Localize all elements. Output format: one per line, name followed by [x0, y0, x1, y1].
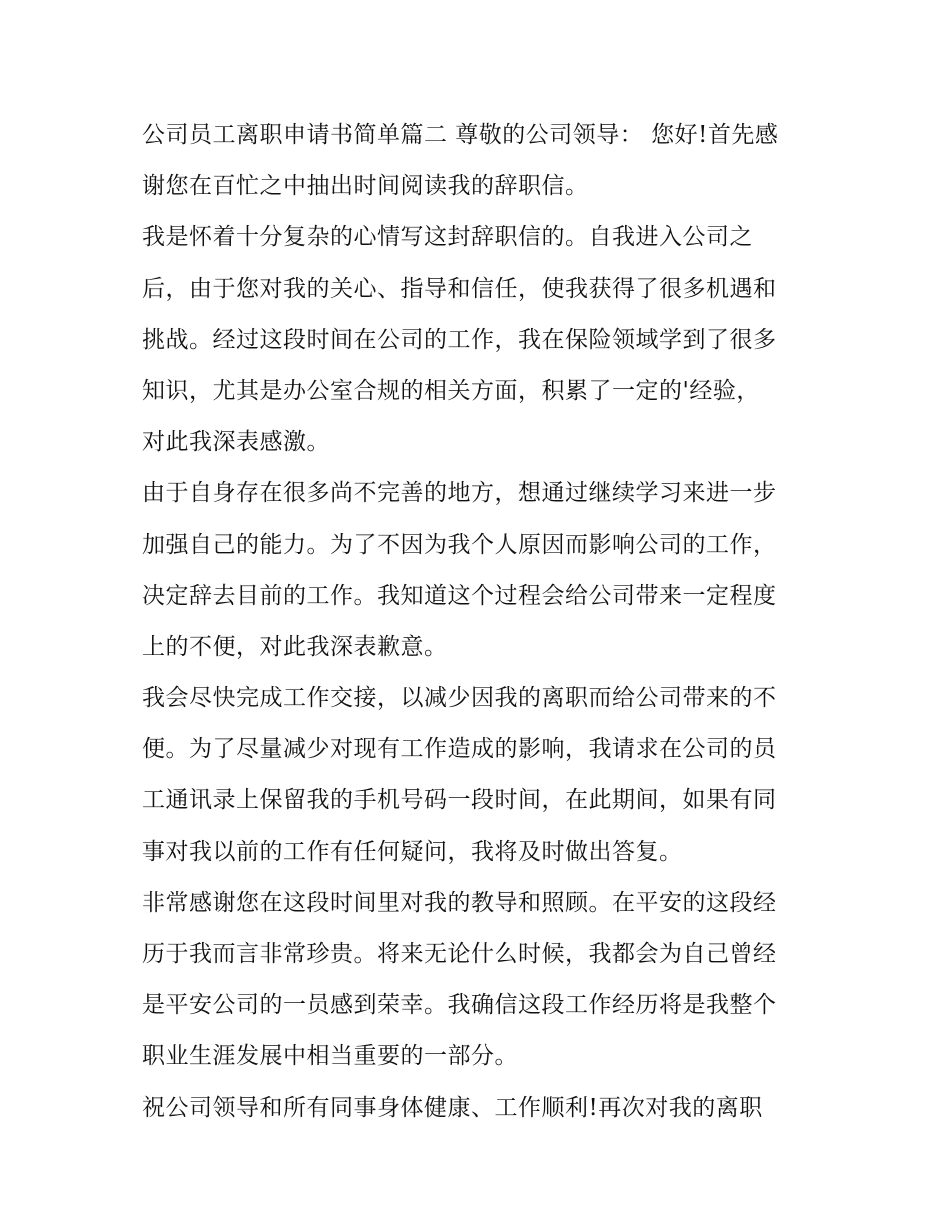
- text-line: 知识，尤其是办公室合规的相关方面，积累了一定的'经验，: [142, 377, 760, 404]
- text-line: 上的不便，对此我深表歉意。: [142, 633, 448, 660]
- text-line: 公司员工离职申请书简单篇二 尊敬的公司领导： 您好!首先感: [142, 122, 779, 148]
- text-line: 便。为了尽量减少对现有工作造成的影响，我请求在公司的员: [142, 736, 777, 763]
- text-line: 对此我深表感激。: [142, 429, 330, 456]
- text-line: 挑战。经过这段时间在公司的工作，我在保险领域学到了很多: [142, 326, 777, 353]
- text-line: 谢您在百忙之中抽出时间阅读我的辞职信。: [142, 173, 589, 200]
- text-line: 加强自己的能力。为了不因为我个人原因而影响公司的工作，: [142, 531, 777, 558]
- text-line: 决定辞去目前的工作。我知道这个过程会给公司带来一定程度: [142, 582, 777, 609]
- text-line: 非常感谢您在这段时间里对我的教导和照顾。在平安的这段经: [142, 889, 777, 916]
- text-line: 事对我以前的工作有任何疑问，我将及时做出答复。: [142, 838, 683, 865]
- text-line: 我会尽快完成工作交接，以减少因我的离职而给公司带来的不: [142, 685, 777, 712]
- letter-body: [142, 110, 814, 1134]
- text-line: 后，由于您对我的关心、指导和信任，使我获得了很多机遇和: [142, 275, 777, 302]
- text-line: 祝公司领导和所有同事身体健康、工作顺利!再次对我的离职: [142, 1094, 763, 1121]
- text-line: 职业生涯发展中相当重要的一部分。: [142, 1043, 518, 1070]
- text-line: 由于自身存在很多尚不完善的地方，想通过继续学习来进一步: [142, 480, 777, 507]
- text-line: 我是怀着十分复杂的心情写这封辞职信的。自我进入公司之: [142, 224, 753, 251]
- text-line: 是平安公司的一员感到荣幸。我确信这段工作经历将是我整个: [142, 992, 777, 1019]
- text-line: 工通讯录上保留我的手机号码一段时间，在此期间，如果有同: [142, 787, 777, 814]
- text-line: 历于我而言非常珍贵。将来无论什么时候，我都会为自己曾经: [142, 941, 777, 967]
